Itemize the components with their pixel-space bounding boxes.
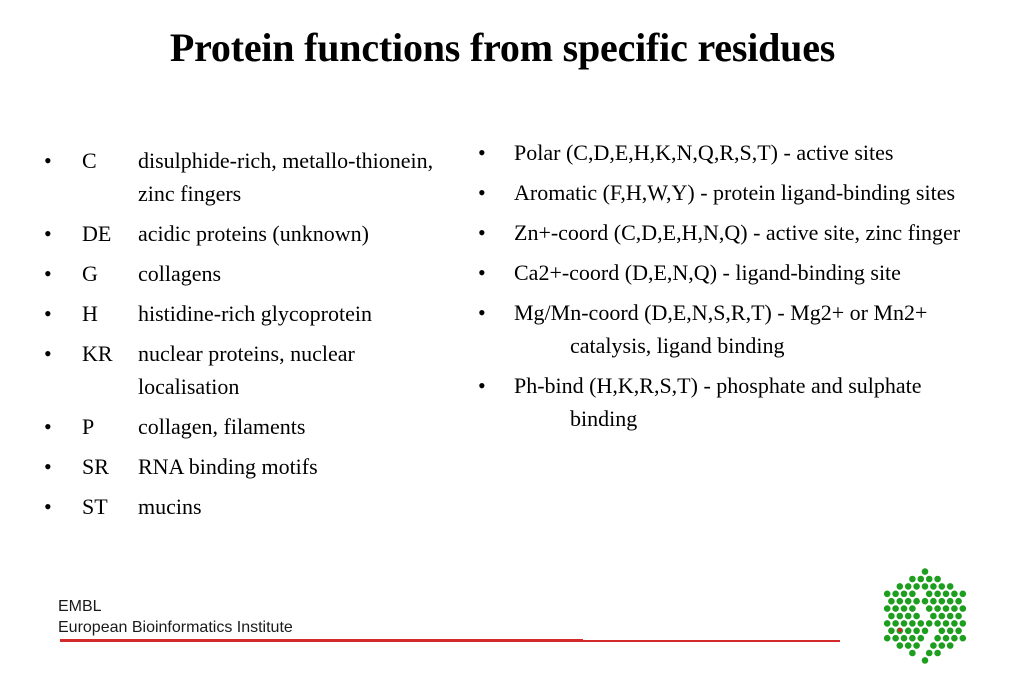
bullet: •	[44, 148, 52, 173]
list-item	[478, 136, 968, 169]
list-item	[44, 337, 444, 403]
logo-dot	[930, 613, 937, 620]
logo-dot	[939, 613, 946, 620]
logo-dot	[947, 613, 954, 620]
logo-dot	[939, 598, 946, 605]
logo-dot	[922, 628, 929, 635]
logo-dot	[955, 598, 962, 605]
logo-dot	[892, 591, 899, 598]
logo-dot	[901, 605, 908, 612]
logo-dot	[939, 583, 946, 590]
property-list	[478, 136, 968, 442]
residue-list	[44, 144, 444, 530]
logo-dot	[888, 613, 895, 620]
residue-description: disulphide-rich, metallo-thionein, zinc fingers	[138, 148, 434, 206]
list-item	[478, 216, 968, 249]
logo-dot	[905, 628, 912, 635]
logo-dot	[939, 642, 946, 649]
footer-institute-name: European Bioinformatics Institute	[58, 619, 293, 636]
bullet: •	[44, 454, 52, 479]
logo-dot	[909, 635, 916, 642]
logo-dot	[960, 605, 967, 612]
logo-dot	[922, 598, 929, 605]
residue-code: P	[82, 414, 95, 439]
logo-dot	[943, 605, 950, 612]
logo-dot	[951, 591, 958, 598]
logo-dot	[930, 583, 937, 590]
logo-dot	[939, 628, 946, 635]
logo-red-dot	[898, 628, 902, 632]
logo-dot	[922, 583, 929, 590]
residue-description: collagen, filaments	[138, 414, 306, 439]
residue-code: DE	[82, 221, 112, 246]
logo-dot	[897, 613, 904, 620]
logo-dot	[905, 642, 912, 649]
property-text: Polar (C,D,E,H,K,N,Q,R,S,T) - active sites	[514, 140, 894, 165]
logo-dot	[934, 591, 941, 598]
bullet: •	[478, 260, 486, 285]
residue-description: RNA binding motifs	[138, 454, 318, 479]
logo-dot	[934, 605, 941, 612]
property-text: Mg/Mn-coord (D,E,N,S,R,T) - Mg2+ or Mn2+ catalysis, ligand binding	[514, 300, 928, 358]
residue-code: SR	[82, 454, 109, 479]
logo-dot	[909, 620, 916, 627]
logo-dot	[884, 635, 891, 642]
logo-dot	[922, 568, 929, 575]
residue-code: ST	[82, 494, 108, 519]
logo-dot	[922, 657, 929, 664]
residue-description: mucins	[138, 494, 202, 519]
logo-dot	[905, 583, 912, 590]
logo-dot	[918, 635, 925, 642]
bullet: •	[44, 221, 52, 246]
list-item	[44, 217, 444, 250]
logo-dot	[955, 628, 962, 635]
bullet: •	[44, 261, 52, 286]
list-item	[44, 297, 444, 330]
residue-code: G	[82, 261, 98, 286]
list-item	[478, 369, 968, 435]
bullet: •	[44, 414, 52, 439]
logo-dot	[934, 620, 941, 627]
residue-code: KR	[82, 341, 113, 366]
residue-description: histidine-rich glycoprotein	[138, 301, 372, 326]
logo-dot	[930, 642, 937, 649]
embl-ebi-hexagon-logo-icon	[870, 564, 980, 669]
logo-dot	[901, 620, 908, 627]
logo-dot	[926, 591, 933, 598]
logo-dot	[960, 635, 967, 642]
logo-dot	[892, 620, 899, 627]
logo-dot	[926, 605, 933, 612]
logo-dot	[955, 613, 962, 620]
logo-dot	[926, 620, 933, 627]
slide-title: Protein functions from specific residues	[169, 25, 836, 70]
list-item	[478, 296, 968, 362]
logo-dot	[909, 650, 916, 657]
bullet: •	[44, 301, 52, 326]
logo-dot	[934, 576, 941, 583]
logo-dot	[960, 591, 967, 598]
logo-dot	[884, 620, 891, 627]
logo-dot	[947, 598, 954, 605]
logo-dot	[947, 628, 954, 635]
property-text: Ca2+-coord (D,E,N,Q) - ligand-binding site	[514, 260, 901, 285]
logo-dot	[884, 605, 891, 612]
list-item	[44, 257, 444, 290]
logo-dot	[888, 628, 895, 635]
logo-dot	[909, 605, 916, 612]
list-item	[478, 256, 968, 289]
logo-dot	[926, 650, 933, 657]
logo-dot	[947, 642, 954, 649]
logo-dot	[951, 620, 958, 627]
footer-divider-line-thin	[583, 640, 840, 642]
logo-dot	[905, 598, 912, 605]
logo-dot	[947, 583, 954, 590]
logo-dot	[913, 598, 920, 605]
logo-dot	[913, 583, 920, 590]
property-text: Ph-bind (H,K,R,S,T) - phosphate and sulphate binding	[514, 373, 922, 431]
logo-dot	[913, 628, 920, 635]
footer-institution	[58, 596, 293, 638]
bullet: •	[478, 300, 486, 325]
logo-dot	[888, 598, 895, 605]
property-text: Zn+-coord (C,D,E,H,N,Q) - active site, zinc finger	[514, 220, 961, 245]
bullet: •	[478, 180, 486, 205]
logo-dot	[943, 635, 950, 642]
residue-description: nuclear proteins, nuclear localisation	[138, 341, 355, 399]
bullet: •	[478, 373, 486, 398]
bullet: •	[44, 494, 52, 519]
logo-dot	[892, 635, 899, 642]
logo-dot	[913, 613, 920, 620]
logo-dot	[905, 613, 912, 620]
logo-dot	[943, 620, 950, 627]
logo-dot	[909, 591, 916, 598]
logo-dot	[943, 591, 950, 598]
list-item	[44, 144, 444, 210]
residue-description: acidic proteins (unknown)	[138, 221, 369, 246]
logo-dot	[897, 642, 904, 649]
list-item	[44, 490, 444, 523]
logo-dot	[913, 642, 920, 649]
logo-dot	[951, 635, 958, 642]
logo-dot	[951, 605, 958, 612]
list-item	[44, 410, 444, 443]
bullet: •	[478, 140, 486, 165]
logo-dot	[918, 620, 925, 627]
logo-dot	[901, 635, 908, 642]
logo-dot	[934, 635, 941, 642]
logo-dot	[930, 598, 937, 605]
logo-dot	[901, 591, 908, 598]
property-text: Aromatic (F,H,W,Y) - protein ligand-binding sites	[514, 180, 956, 205]
list-item	[44, 450, 444, 483]
logo-dot	[926, 576, 933, 583]
bullet: •	[478, 220, 486, 245]
list-item	[478, 176, 968, 209]
logo-dot	[884, 591, 891, 598]
footer-divider-line	[60, 639, 583, 642]
residue-code: C	[82, 148, 97, 173]
residue-code: H	[82, 301, 98, 326]
logo-dot	[909, 576, 916, 583]
bullet: •	[44, 341, 52, 366]
logo-dot	[892, 605, 899, 612]
logo-dot	[934, 650, 941, 657]
footer-org-name: EMBL	[58, 598, 102, 615]
logo-dot	[960, 620, 967, 627]
logo-dot	[897, 598, 904, 605]
logo-dot	[918, 576, 925, 583]
logo-dot	[897, 583, 904, 590]
residue-description: collagens	[138, 261, 222, 286]
